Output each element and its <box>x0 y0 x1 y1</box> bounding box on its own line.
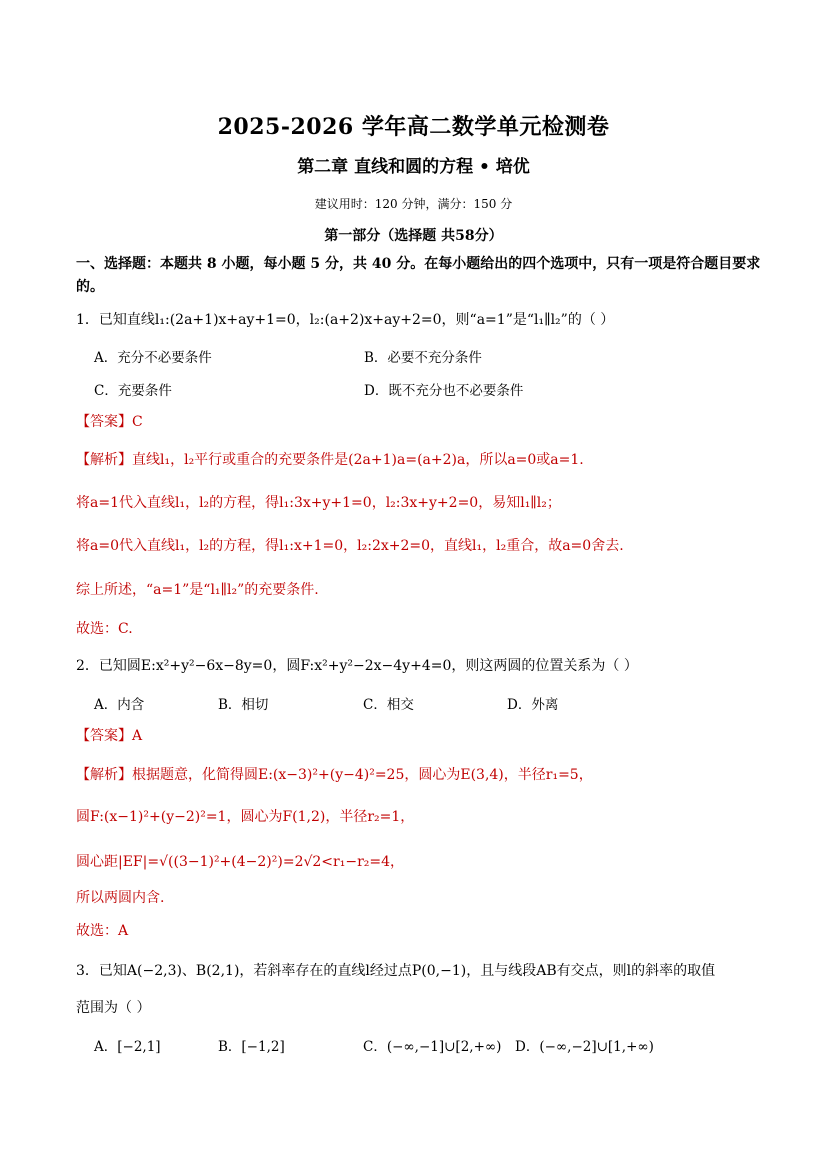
q3-option-b: B．[−1,2] <box>218 1039 285 1055</box>
q2-option-d: D．外离 <box>507 697 559 713</box>
q3-option-d: D．(−∞,−2]∪[1,+∞) <box>515 1039 654 1055</box>
q2-analysis-line: 所以两圆内含. <box>76 890 165 906</box>
q1-option-b: B．必要不充分条件 <box>364 350 482 366</box>
q1-choice: 故选：C. <box>76 621 133 637</box>
q1-analysis-line: 综上所述，“a=1”是“l₁∥l₂”的充要条件. <box>76 582 319 598</box>
q3-option-a: A．[−2,1] <box>94 1039 161 1055</box>
q2-answer: 【答案】A <box>76 728 143 744</box>
section-instructions: 一、选择题：本题共 8 小题，每小题 5 分，共 40 分。在每小题给出的四个选项中，只有一项是符合题目要求的。 <box>76 256 761 295</box>
chapter-subtitle: 第二章 直线和圆的方程 • 培优 <box>297 157 530 177</box>
q2-analysis-line: 圆心距|EF|=√((3−1)²+(4−2)²)=2√2<r₁−r₂=4， <box>76 854 405 870</box>
q2-option-b: B．相切 <box>218 697 269 713</box>
q1-option-a: A．充分不必要条件 <box>94 350 212 366</box>
q1-option-d: D．既不充分也不必要条件 <box>364 383 524 399</box>
q3-stem: 3．已知A(−2,3)、B(2,1)，若斜率存在的直线l经过点P(0,−1)，且与线段AB有交点，则l的斜率的取值 <box>76 963 716 979</box>
q3-option-c: C．(−∞,−1]∪[2,+∞) <box>363 1039 502 1055</box>
q1-option-c: C．充要条件 <box>94 383 172 399</box>
q1-analysis-line: 【解析】直线l₁，l₂平行或重合的充要条件是(2a+1)a=(a+2)a，所以a=0或a=1. <box>76 452 584 468</box>
q3-stem-continued: 范围为（ ） <box>76 1000 151 1016</box>
q2-option-a: A．内含 <box>94 697 145 713</box>
q2-choice: 故选：A <box>76 923 129 939</box>
q2-option-c: C．相交 <box>363 697 414 713</box>
q2-stem: 2．已知圆E:x²+y²−6x−8y=0，圆F:x²+y²−2x−4y+4=0，则这两圆的位置关系为（ ） <box>76 658 638 674</box>
part-heading: 第一部分（选择题 共58分） <box>324 228 503 244</box>
page-title: 2025-2026 学年高二数学单元检测卷 <box>217 114 610 140</box>
q1-answer: 【答案】C <box>76 414 143 430</box>
q1-stem: 1．已知直线l₁:(2a+1)x+ay+1=0，l₂:(a+2)x+ay+2=0，则“a=1”是“l₁∥l₂”的（ ） <box>76 312 615 328</box>
q1-analysis-line: 将a=1代入直线l₁，l₂的方程，得l₁:3x+y+1=0，l₂:3x+y+2=0，易知l₁∥l₂； <box>76 495 561 511</box>
exam-info: 建议用时：120 分钟，满分：150 分 <box>314 197 513 211</box>
q1-analysis-line: 将a=0代入直线l₁，l₂的方程，得l₁:x+1=0，l₂:2x+2=0，直线l₁，l₂重合，故a=0舍去. <box>76 538 624 554</box>
q2-analysis-line: 圆F:(x−1)²+(y−2)²=1，圆心为F(1,2)，半径r₂=1， <box>76 809 415 825</box>
q2-analysis-line: 【解析】根据题意，化简得圆E:(x−3)²+(y−4)²=25，圆心为E(3,4)，半径r₁=5， <box>76 767 593 783</box>
